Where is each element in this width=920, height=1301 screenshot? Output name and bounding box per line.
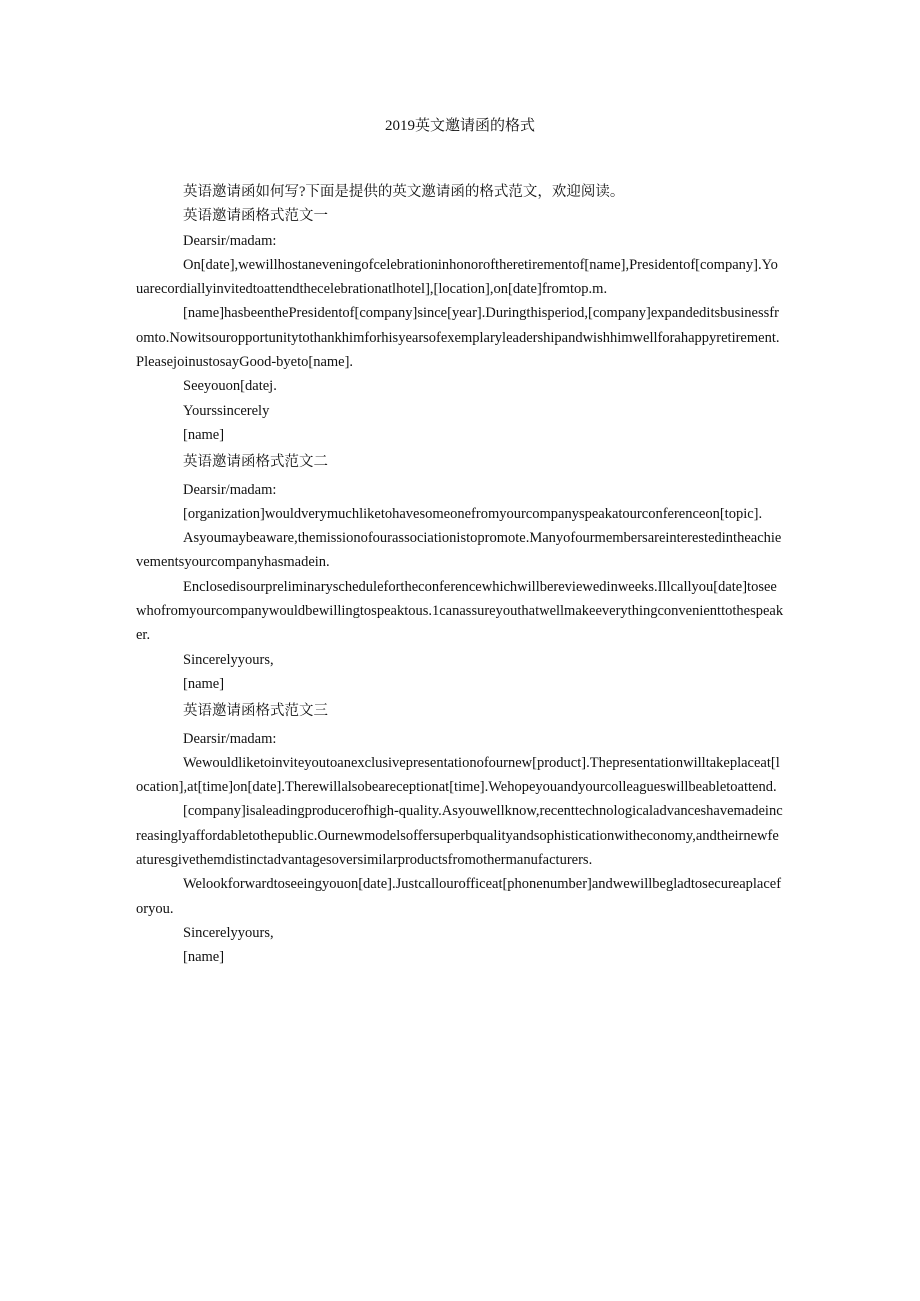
- letter-2-paragraph-1: [organization]wouldverymuchliketohavesomeonefromyourcompanyspeakatourconferenceon[topic].: [183, 505, 763, 522]
- document-body: [136, 180, 784, 970]
- letter-3-signoff: Sincerelyyours,: [183, 924, 274, 941]
- section-heading-3: 英语邀请函格式范文三: [183, 703, 328, 720]
- letter-1-paragraph-2: [name]hasbeenthePresidentof[company]since[year].Duringthisperiod,[company]expandeditsbusinessfromto.Nowitsouropportunitytothankhimforhisyearsofexemplaryleadershipandwishhimwellforahappyretirement.PleasejoinustosayGood-byeto[name].: [136, 305, 780, 371]
- letter-1-closing-line: Seeyouon[datej.: [183, 378, 277, 395]
- letter-3-paragraph-2: [company]isaleadingproducerofhigh-quality.Asyouwellknow,recenttechnologicaladvanceshavemadeincreasinglyaffordabletothepublic.Ournewmodelsoffersuperbqualityandsophisticationwitheconomy,andtheirnewfeaturesgivethemdistinctadvantagesoversimilarproductsfromothermanufacturers.: [136, 803, 783, 869]
- section-heading-2: 英语邀请函格式范文二: [183, 454, 328, 471]
- letter-2-signoff: Sincerelyyours,: [183, 651, 274, 668]
- letter-3-paragraph-3: Welookforwardtoseeingyouon[date].Justcallourofficeat[phonenumber]andwewillbegladtosecureaplaceforyou.: [136, 876, 782, 917]
- letter-2-signature: [name]: [183, 675, 225, 692]
- letter-3-paragraph-1: Wewouldliketoinviteyoutoanexclusivepresentationofournew[product].Thepresentationwilltakeplaceat[location],at[time]on[date].Therewillalsobeareceptionat[time].Wehopeyouandyourcolleagueswillbeabletoattend.: [136, 754, 780, 796]
- letter-3-signature: [name]: [183, 949, 225, 966]
- salutation-3: Dearsir/madam:: [183, 730, 277, 747]
- letter-2-paragraph-3: Enclosedisourpreliminaryschedulefortheconferencewhichwillbereviewedinweeks.Illcallyou[date]toseewhofromyourcompanywouldbewillingtospeaktous.1canassureyouthatwellmakeeverythingconvenienttothespeaker.: [136, 578, 784, 644]
- section-heading-1: 英语邀请函格式范文一: [183, 208, 328, 225]
- salutation-1: Dearsir/madam:: [183, 232, 277, 249]
- letter-2-paragraph-2: Asyoumaybeaware,themissionofourassociationistopromote.Manyofourmembersareinterestedintheachievementsyourcompanyhasmadein.: [136, 530, 782, 571]
- document-title: 2019英文邀请函的格式: [384, 118, 535, 134]
- letter-1-paragraph-1: On[date],wewillhostaneveningofcelebrationinhonoroftheretirementof[name],Presidentof[company].Youarecordiallyinvitedtoattendthecelebrationatlhotel],[location],on[date]fromtop.m.: [136, 256, 778, 298]
- intro-paragraph: 英语邀请函如何写?下面是提供的英文邀请函的格式范文，欢迎阅读。: [183, 184, 625, 200]
- salutation-2: Dearsir/madam:: [183, 481, 277, 498]
- letter-1-signoff: Yourssincerely: [183, 402, 270, 419]
- letter-1-signature: [name]: [183, 426, 225, 443]
